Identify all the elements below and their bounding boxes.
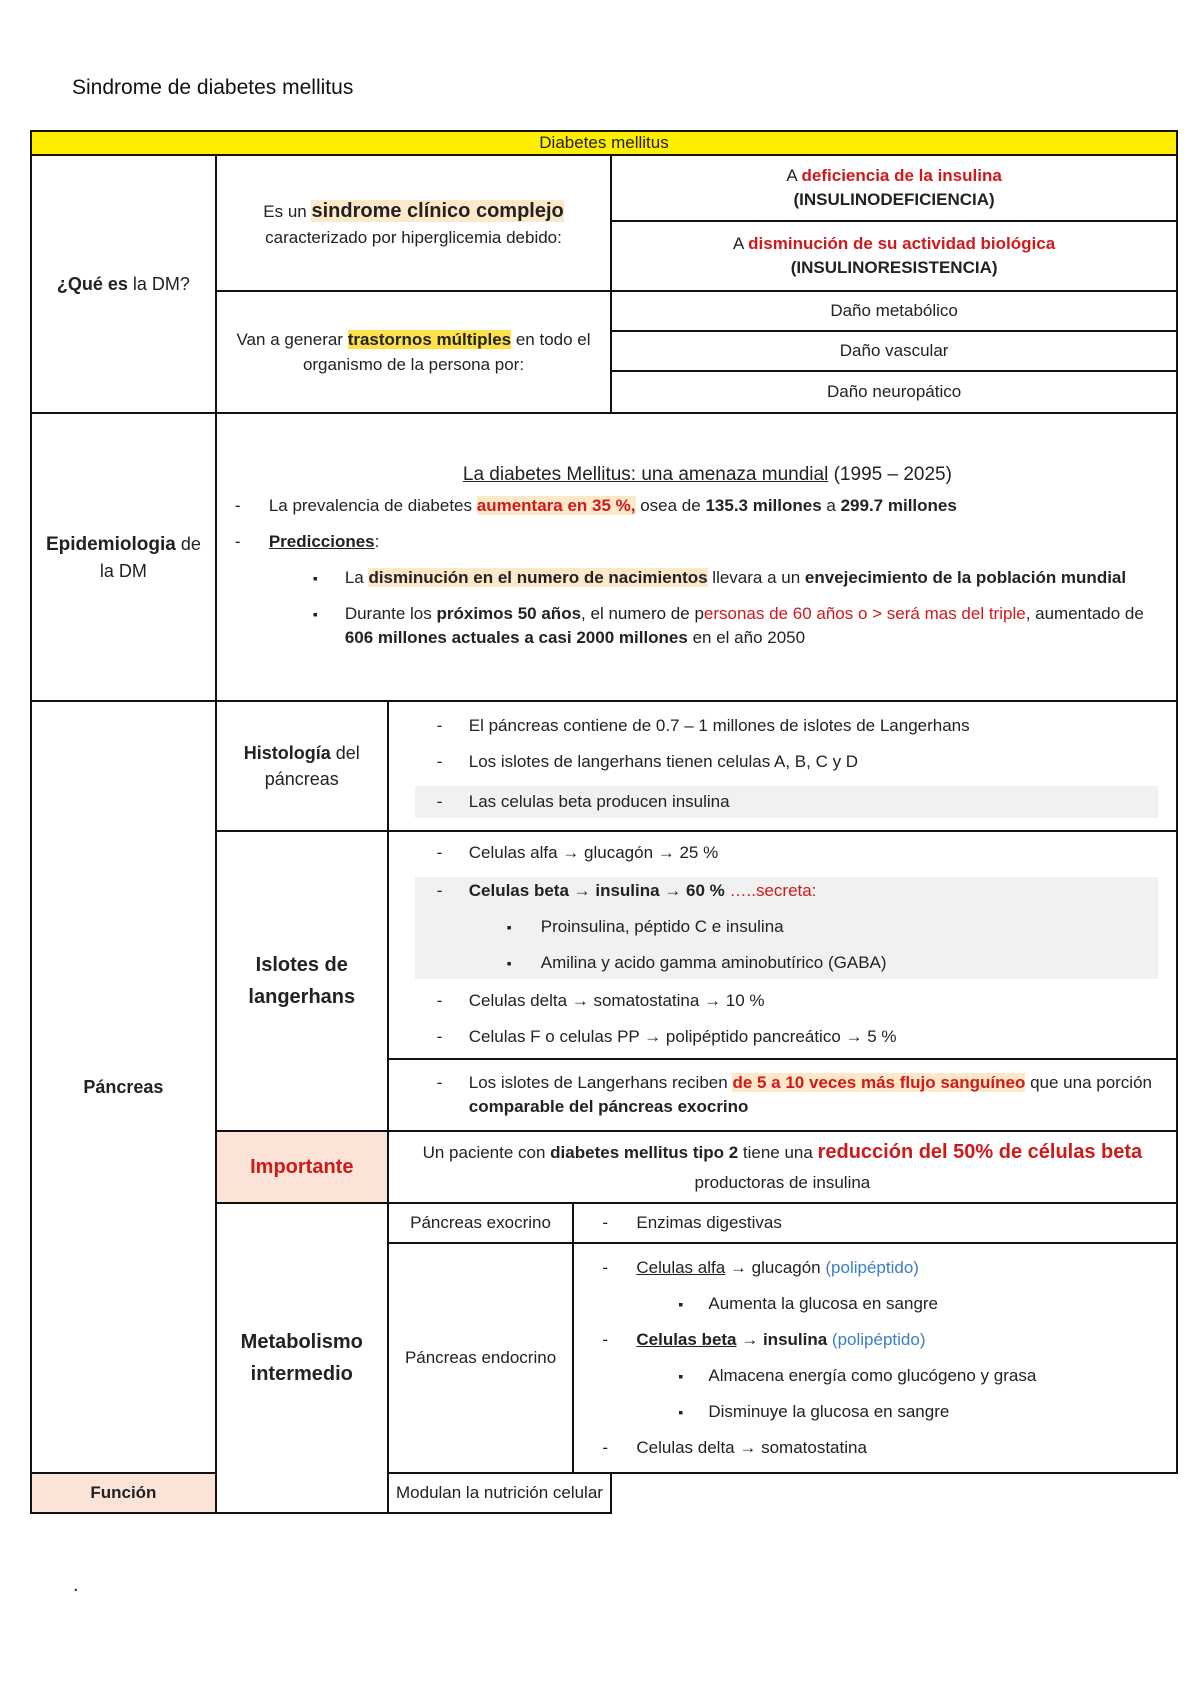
epi-bullet-predictions: - Predicciones: [217,530,1164,554]
que-es-label: ¿Qué es la DM? [31,155,216,413]
bottom-mark: . [73,1574,79,1596]
disorders-cell: Van a generar trastornos múltiples en todo el organismo de la persona por: [216,291,611,413]
islets-cells-content [388,831,1177,1059]
header-text: Diabetes mellitus [539,133,669,152]
endocrine-beta-sub: ▪ Almacena energía como glucógeno y grasa [554,1364,1176,1388]
exocrine-content [573,1203,1177,1243]
function-content: Modulan la nutrición celular [388,1473,611,1513]
metabolism-label: Metabolismo intermedio [216,1203,388,1513]
pancreas-label: Páncreas [31,701,216,1473]
blood-flow-content [388,1059,1177,1131]
alpha-cells-item: - Celulas alfa → glucagón → 25 % [415,841,1158,865]
diabetes-table [30,130,1178,1514]
exocrine-label: Páncreas exocrino [388,1203,574,1243]
histology-label: Histología del páncreas [216,701,388,831]
endocrine-beta-item: - Celulas beta → insulina (polipéptido) [554,1328,1176,1352]
histology-item: - El páncreas contiene de 0.7 – 1 millones de islotes de Langerhans [415,714,1158,738]
beta-cells-item: - Celulas beta → insulina → 60 % …..secreta: [415,879,1158,903]
cause-resistance: A disminución de su actividad biológica (INSULINORESISTENCIA) [611,221,1177,291]
histology-item: - Las celulas beta producen insulina [415,786,1158,818]
epidemiology-label: Epidemiologia de la DM [31,413,216,701]
important-content: Un paciente con diabetes mellitus tipo 2 tiene una reducción del 50% de células beta productoras de insulina [388,1131,1177,1203]
beta-secretion-item: ▪ Amilina y acido gamma aminobutírico (GABA) [415,951,1158,975]
cause-deficiency: A deficiencia de la insulina (INSULINODEFICIENCIA) [611,155,1177,221]
disorders-highlight: trastornos múltiples [347,330,512,349]
epi-sub-aging: ▪ Durante los próximos 50 años, el numero de personas de 60 años o > será mas del triple, aumentado de 606 millones actuales a casi 2000 millones en el año 2050 [313,602,1164,650]
definition-cell: Es un sindrome clínico complejo caracterizado por hiperglicemia debido: [216,155,611,291]
damage-metabolic: Daño metabólico [611,291,1177,331]
definition-highlight: sindrome clínico complejo [311,199,564,222]
exocrine-item: - Enzimas digestivas [554,1211,1176,1235]
pp-cells-item: - Celulas F o celulas PP → polipéptido pancreático → 5 % [415,1025,1158,1049]
histology-content [388,701,1177,831]
histology-item: - Los islotes de langerhans tienen celulas A, B, C y D [415,750,1158,774]
damage-vascular: Daño vascular [611,331,1177,371]
blood-flow-item: - Los islotes de Langerhans reciben de 5 a 10 veces más flujo sanguíneo que una porción comparable del páncreas exocrino [415,1071,1158,1119]
beta-secretion-item: ▪ Proinsulina, péptido C e insulina [415,915,1158,939]
table-header [31,131,1177,155]
epi-sub-births: ▪ La disminución en el numero de nacimientos llevara a un envejecimiento de la población mundial [313,566,1164,590]
damage-neuropathic: Daño neuropático [611,371,1177,413]
epi-bullet-prevalence: - La prevalencia de diabetes aumentara en 35 %, osea de 135.3 millones a 299.7 millones [217,494,1164,518]
islets-label: Islotes de langerhans [216,831,388,1131]
beta-cells-block [415,877,1158,979]
endocrine-delta-item: - Celulas delta → somatostatina [554,1436,1176,1460]
endocrine-alpha-sub: ▪ Aumenta la glucosa en sangre [554,1292,1176,1316]
delta-cells-item: - Celulas delta → somatostatina → 10 % [415,989,1158,1013]
endocrine-alpha-item: - Celulas alfa → glucagón (polipéptido) [554,1256,1176,1280]
epidemiology-content [216,413,1177,701]
function-label: Función [31,1473,216,1513]
endocrine-beta-sub: ▪ Disminuye la glucosa en sangre [554,1400,1176,1424]
epidemiology-heading: La diabetes Mellitus: una amenaza mundial (1995 – 2025) [462,464,952,485]
endocrine-content [573,1243,1177,1473]
important-label: Importante [216,1131,388,1203]
document-title: Sindrome de diabetes mellitus [72,76,354,99]
endocrine-label: Páncreas endocrino [388,1243,574,1473]
